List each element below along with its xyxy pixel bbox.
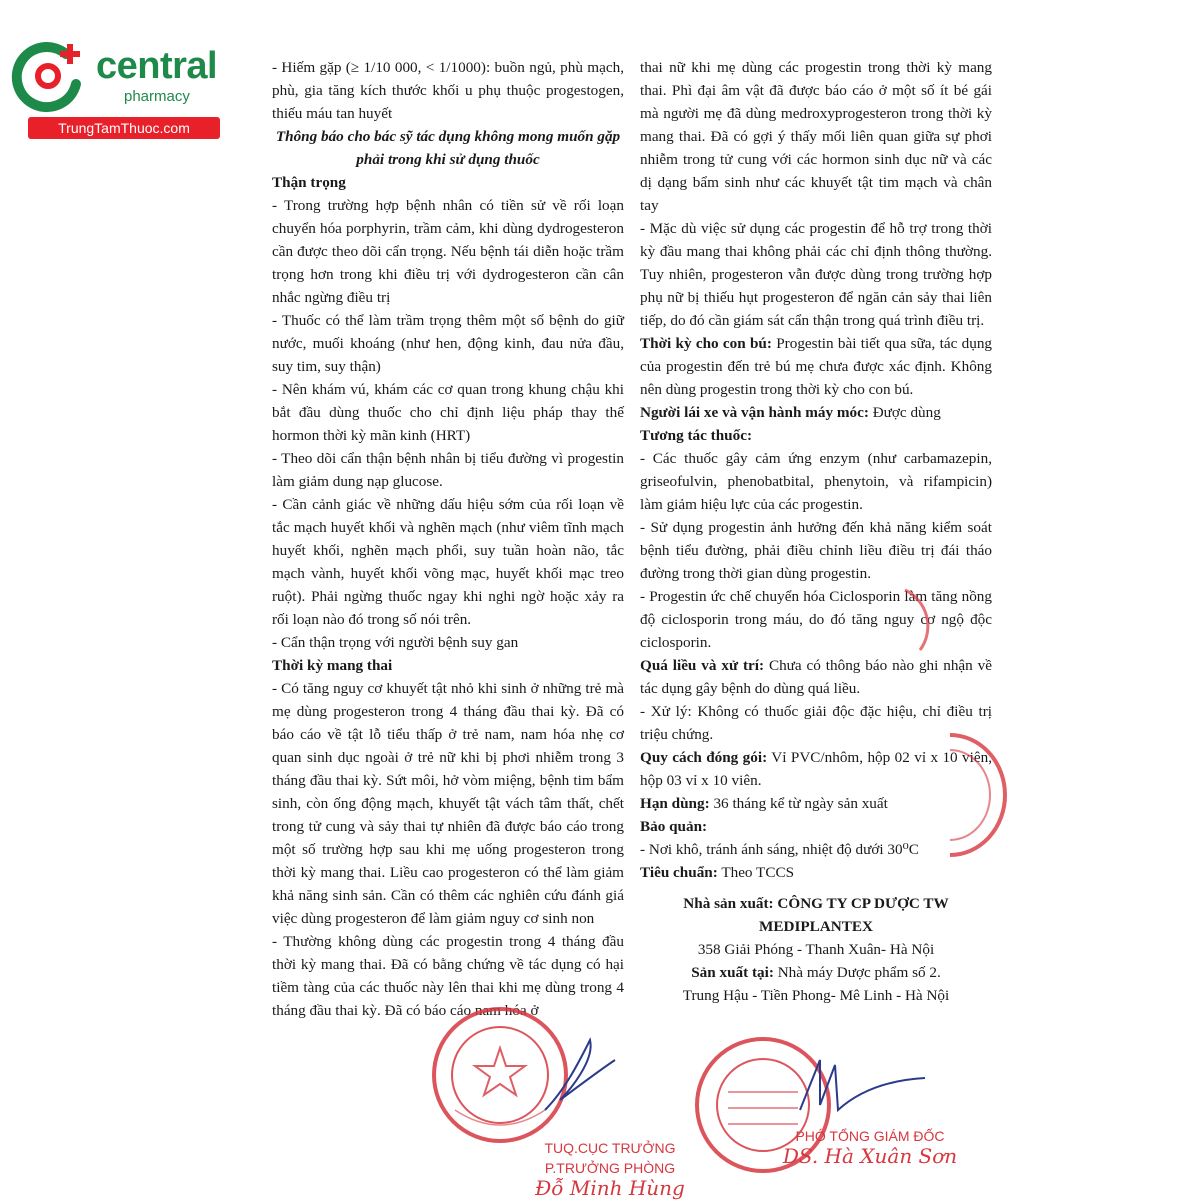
storage-text: - Nơi khô, tránh ánh sáng, nhiệt độ dưới 30⁰C	[640, 841, 919, 858]
lactation: Thời kỳ cho con bú: Progestin bài tiết qua sữa, tác dụng của progestin đến trẻ bú mẹ chưa được xác định. Không nên dùng progestin trong thời kỳ cho con bú.	[640, 335, 993, 398]
pharmacy-cross-icon	[10, 36, 92, 118]
right-signature-block	[780, 1126, 960, 1166]
right-title: PHÓ TỔNG GIÁM ĐỐC	[795, 1128, 945, 1144]
partial-stamp-upper	[900, 585, 950, 655]
left-signer-name: Đỗ Minh Hùng	[535, 1176, 685, 1200]
manufacturer-address: 358 Giải Phóng - Thanh Xuân- Hà Nội	[697, 941, 935, 958]
brand-sub: pharmacy	[124, 88, 190, 105]
pregnancy-item: - Có tăng nguy cơ khuyết tật nhỏ khi sinh ở những trẻ mà mẹ dùng progesteron trong 4 tháng đầu thai kỳ. Đã có báo cáo về tật lỗ tiểu thấp ở trẻ nam, nam hóa nhẹ cơ quan sinh dục ngoài ở trẻ nữ khi bị phơi nhiễm trong 3 tháng đầu thai kỳ. Sứt môi, hở vòm miệng, bệnh tim bẩm sinh, còn ống động mạch, khuyết tật vách tâm thất, chết trong tử cung và sảy thai tự nhiên đã được báo cáo trong một số trường hợp sau khi mẹ uống progesteron trong thời kỳ mang thai. Liều cao progesteron có thể làm giảm khả năng sinh sản. Cần có thêm các nghiên cứu đánh giá việc dùng progesteron để làm giảm nguy cơ sinh non	[272, 680, 624, 927]
pregnancy-item: - Mặc dù việc sử dụng các progestin để hỗ trợ trong thời kỳ đầu mang thai không phải các chỉ định thông thường. Tuy nhiên, progesteron vẫn được dùng trong trường hợp phụ nữ bị thiếu hụt progesteron để ngăn cản sảy thai liên tiếp, do đó cần giám sát cẩn thận trong quá trình điều trị.	[640, 220, 992, 329]
pregnancy-heading: Thời kỳ mang thai	[272, 657, 393, 674]
left-title-1: TUQ.CỤC TRƯỞNG	[544, 1140, 676, 1156]
interaction-item: - Progestin ức chế chuyển hóa Ciclosporin làm tăng nồng độ ciclosporin trong máu, do đó tăng nguy cơ ngộ độc ciclosporin.	[640, 588, 992, 651]
overdose-treatment: - Xử lý: Không có thuốc giải độc đặc hiệu, chỉ điều trị triệu chứng.	[640, 703, 992, 743]
caution-item: - Cẩn thận trọng với người bệnh suy gan	[272, 634, 519, 651]
caution-item: - Thuốc có thể làm trầm trọng thêm một số bệnh do giữ nước, muối khoáng (như hen, động kinh, đau nửa đầu, suy tim, suy thận)	[272, 312, 624, 375]
notice: Thông báo cho bác sỹ tác dụng không mong muốn gặp phải trong khi sử dụng thuốc	[275, 128, 621, 168]
caution-item: - Trong trường hợp bệnh nhân có tiền sử về rối loạn chuyển hóa porphyrin, trầm cảm, khi dùng dydrogesteron cần được theo dõi cẩn trọng. Nếu bệnh tái diễn hoặc trầm trọng hơn trong khi điều trị với dydrogesteron cần cân nhắc ngừng điều trị	[272, 197, 624, 306]
packaging: Quy cách đóng gói: Vỉ PVC/nhôm, hộp 02 vỉ x 10 viên, hộp 03 vỉ x 10 viên.	[640, 749, 993, 789]
interaction-heading: Tương tác thuốc:	[640, 427, 753, 444]
caution-item: - Nên khám vú, khám các cơ quan trong khung chậu khi bắt đầu dùng thuốc cho chỉ định liệu pháp thay thế hormon thời kỳ mãn kinh (HRT)	[272, 381, 624, 444]
brand-url: TrungTamThuoc.com	[28, 117, 220, 139]
interaction-item: - Sử dụng progestin ảnh hưởng đến khả năng kiểm soát bệnh tiểu đường, phải điều chỉnh liều điều trị đái tháo đường trong thời gian dùng progestin.	[640, 519, 992, 582]
manufacturer: Nhà sản xuất: CÔNG TY CP DƯỢC TW MEDIPLANTEX	[683, 895, 949, 935]
manufacturer-block	[640, 892, 992, 1007]
made-at: Sản xuất tại: Nhà máy Dược phẩm số 2.	[691, 964, 941, 981]
rare-effects: - Hiếm gặp (≥ 1/10 000, < 1/1000): buồn ngủ, phù mạch, phù, gia tăng kích thước khối u phụ thuộc progestogen, thiếu máu tan huyết	[272, 59, 624, 122]
brand-logo	[10, 36, 218, 136]
caution-heading: Thận trọng	[272, 174, 346, 191]
left-column	[272, 56, 624, 1022]
caution-item: - Theo dõi cẩn thận bệnh nhân bị tiểu đường vì progestin làm giảm dung nạp glucose.	[272, 450, 624, 490]
caution-item: - Cần cảnh giác về những dấu hiệu sớm của rối loạn về tắc mạch huyết khối và nghẽn mạch (như viêm tĩnh mạch huyết khối, nghẽn mạch phổi, suy tuần hoàn não, tắc mạch vành, huyết khối võng mạc, huyết khối mạc treo ruột). Phải ngừng thuốc ngay khi nghi ngờ hoặc xảy ra rối loạn nào đó trong số nói trên.	[272, 496, 624, 628]
left-signature-block	[530, 1138, 690, 1198]
right-signer-name: DS. Hà Xuân Sơn	[782, 1144, 958, 1168]
made-at-address: Trung Hậu - Tiền Phong- Mê Linh - Hà Nội	[682, 987, 950, 1004]
signature-right-icon	[790, 1050, 930, 1130]
signature-left-icon	[540, 1030, 620, 1120]
overdose: Quá liều và xử trí: Chưa có thông báo nào ghi nhận về tác dụng gây bệnh do dùng quá liều.	[640, 657, 993, 697]
storage-heading: Bảo quản:	[640, 818, 708, 835]
partial-stamp	[940, 730, 1010, 860]
driving: Người lái xe và vận hành máy móc: Được dùng	[640, 404, 941, 421]
pregnancy-item: - Thường không dùng các progestin trong 4 tháng đầu thời kỳ mang thai. Đã có bằng chứng về tác dụng có hại tiềm tàng của các thuốc này lên thai khi mẹ dùng trong 4 tháng đầu thai kỳ. Đã có báo cáo nam hóa ở	[272, 933, 624, 1019]
standard: Tiêu chuẩn: Theo TCCS	[640, 864, 795, 881]
left-title-2: P.TRƯỞNG PHÒNG	[544, 1160, 676, 1176]
interaction-item: - Các thuốc gây cảm ứng enzym (như carbamazepin, griseofulvin, phenobatbital, phenytoin, và rifampicin) làm giảm hiệu lực của các progestin.	[640, 450, 992, 513]
pregnancy-continued: thai nữ khi mẹ dùng các progestin trong thời kỳ mang thai. Phì đại âm vật đã được báo cáo ở một số ít bé gái mà người mẹ đã dùng medroxyprogesteron trong thời kỳ mang thai. Đã có gợi ý thấy mối liên quan giữa sự phơi nhiễm trong tử cung với các hormon sinh dục nữ và các dị dạng bẩm sinh như các khuyết tật tim mạch và chân tay	[640, 59, 992, 214]
brand-name: central	[96, 45, 218, 87]
expiry: Hạn dùng: 36 tháng kể từ ngày sản xuất	[640, 795, 888, 812]
right-column	[640, 56, 992, 1007]
